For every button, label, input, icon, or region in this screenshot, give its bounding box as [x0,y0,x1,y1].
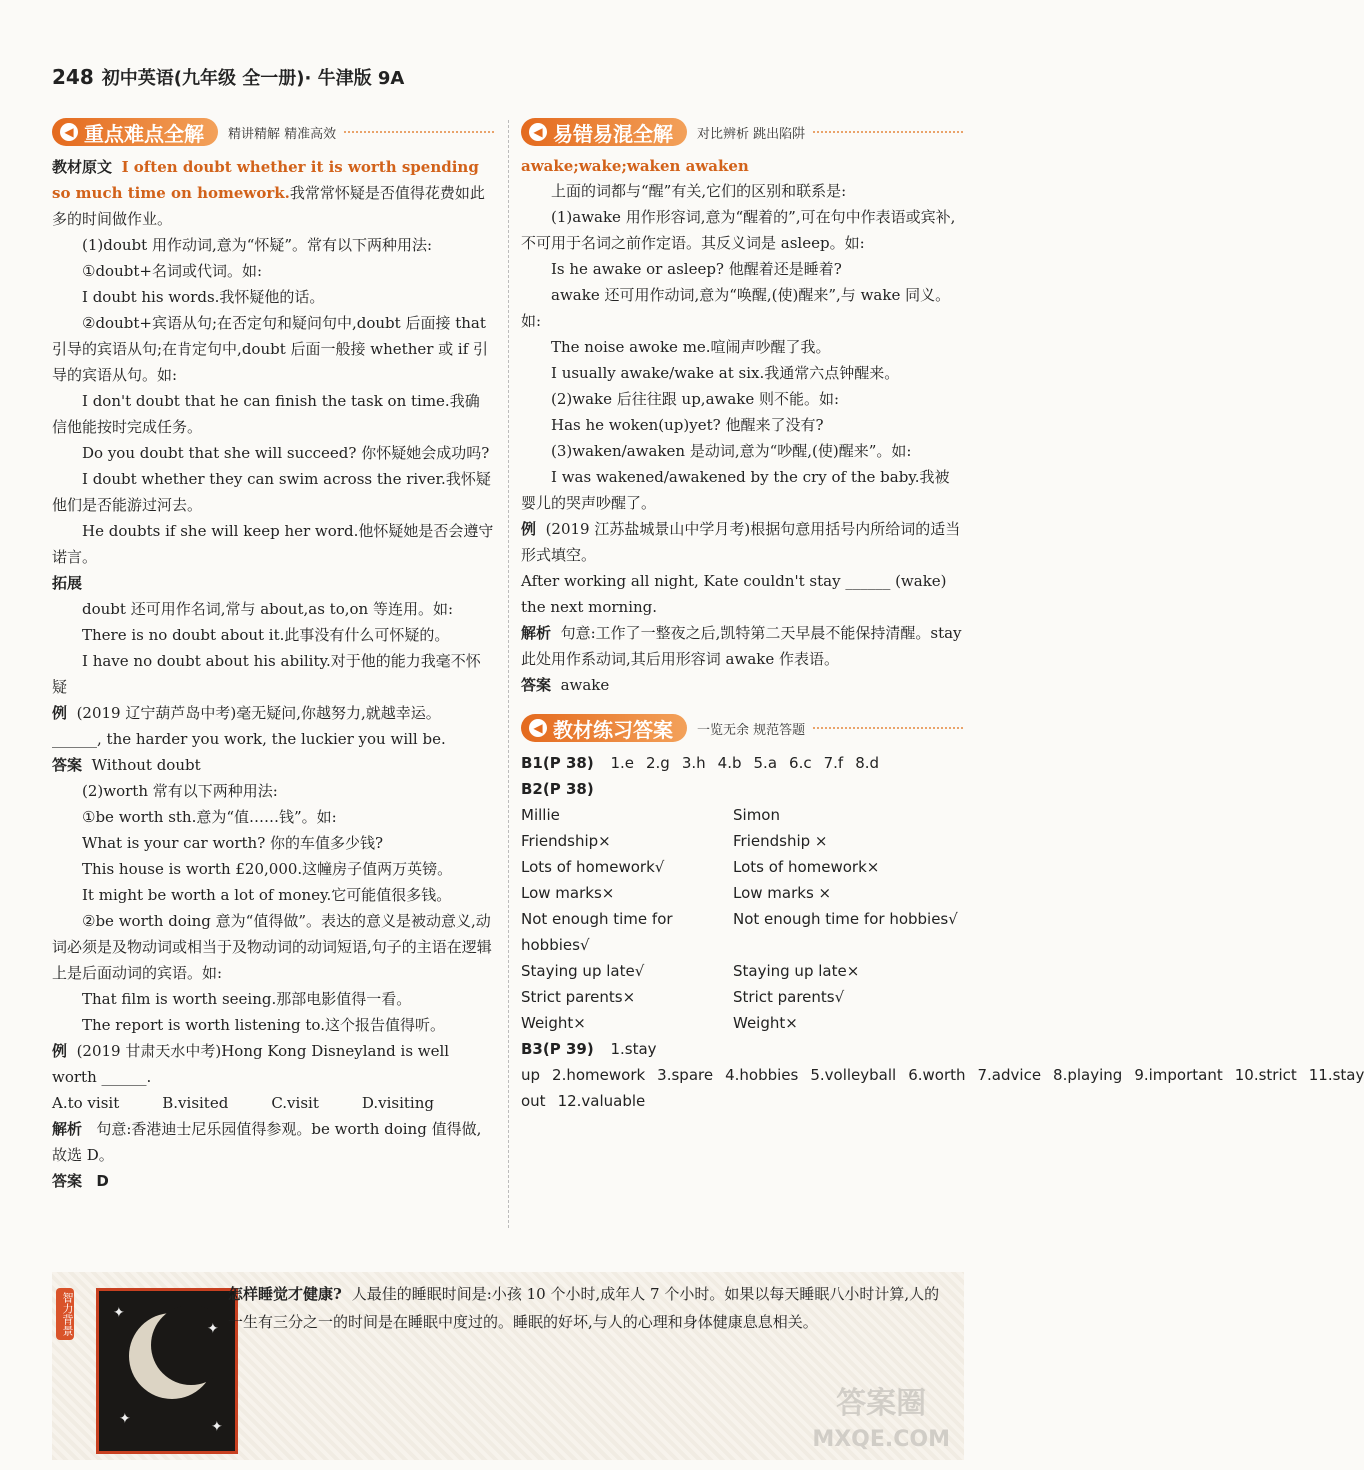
b2-heading [521,776,963,802]
b3-answer: 5.volleyball [810,1066,897,1084]
analysis-label: 解析 [52,1120,83,1138]
b2-cell: Staying up late√ [521,962,645,980]
line-text: awake 还可用作动词,意为“唤醒,(使)醒来”,与 wake 同义。如: [521,286,951,330]
text-line [52,830,494,856]
section-title: 重点难点全解 [84,121,204,146]
b2-cell: Strict parents√ [733,988,845,1006]
b3-answer: 1.stay up [521,1040,657,1084]
answer-text: D [96,1172,109,1190]
line-text: That film is worth seeing.那部电影值得一看。 [82,990,412,1008]
line-text: I usually awake/wake at six.我通常六点钟醒来。 [551,364,900,382]
line-text: It might be worth a lot of money.它可能值很多钱。 [82,886,452,904]
text-line [52,570,494,596]
b3-answer: 9.important [1134,1066,1223,1084]
b3-answer: 11.stay out [521,1066,1364,1110]
text-line [52,440,494,466]
line-text: (1)doubt 用作动词,意为“怀疑”。常有以下两种用法: [82,236,433,254]
text-line [52,986,494,1012]
b3-answer: 3.spare [657,1066,714,1084]
b2-cell: Weight× [733,1014,798,1032]
right-column [521,116,1364,1114]
star-icon: ✦ [113,1305,125,1321]
answer [52,1168,494,1194]
line-text: I don't doubt that he can finish the task on time.我确信他能按时完成任务。 [52,392,480,436]
b2-cell: Millie [521,806,560,824]
text-line [521,464,963,516]
b2-cell: Weight× [521,1014,586,1032]
speaker-icon: ◀ [529,719,547,737]
b3-answer: 6.worth [908,1066,966,1084]
line-text: Is he awake or asleep? 他醒着还是睡着? [551,260,842,278]
footer-tag: 智力背景 [56,1288,74,1340]
b2-cell: Friendship× [521,832,611,850]
b3-answer: 8.playing [1053,1066,1123,1084]
text-line [52,882,494,908]
footer-title: 怎样睡觉才健康? [228,1285,342,1303]
speaker-icon: ◀ [529,123,547,141]
b2-cell: Low marks× [521,884,615,902]
section-rule [813,727,963,729]
line-label: 例 [521,520,537,538]
line-text: (2)wake 后往往跟 up,awake 则不能。如: [551,390,840,408]
b1-answer: 6.c [789,754,812,772]
section-header-key-points [52,116,494,148]
speaker-icon: ◀ [60,123,78,141]
b1-label: B1(P 38) [521,754,594,772]
answer-label: 答案 [52,1172,83,1190]
text-line [52,804,494,830]
text-line [52,700,494,726]
line-text: Do you doubt that she will succeed? 你怀疑她会成功吗? [82,444,490,462]
text-line [521,178,963,204]
section-subtitle: 对比辨析 跳出陷阱 [697,126,806,142]
b1-answer: 3.h [681,754,706,772]
line-text: (2019 江苏盐城景山中学月考)根据句意用括号内所给词的适当形式填空。 [521,520,961,564]
section-title: 易错易混全解 [553,121,673,146]
text-line [52,778,494,804]
text-line [521,256,963,282]
b2-cell: Staying up late× [733,962,860,980]
text-line [52,856,494,882]
line-label: 拓展 [52,574,83,592]
line-text: (2019 辽宁葫芦岛中考)毫无疑问,你越努力,就越幸运。 [76,704,441,722]
b3-answer: 7.advice [977,1066,1042,1084]
text-line [521,438,963,464]
b1-answer: 4.b [717,754,742,772]
line-text: (2)worth 常有以下两种用法: [82,782,278,800]
line-text: ②be worth doing 意为“值得做”。表达的意义是被动意义,动词必须是及物动词或相当于及物动词的动词短语,句子的主语在逻辑上是后面动词的宾语。如: [52,912,492,982]
choice-options [52,1090,494,1116]
column-divider [508,120,509,1228]
line-text: I doubt his words.我怀疑他的话。 [82,288,325,306]
line-text: awake [560,676,610,694]
text-line [52,648,494,700]
section-rule [813,131,963,133]
page-number: 248 [52,65,94,89]
b1-answer: 5.a [753,754,778,772]
page-header [52,64,404,98]
text-line [521,620,963,672]
left-body [52,154,494,1090]
section-subtitle: 一览无余 规范答题 [697,722,806,738]
line-text: After working all night, Kate couldn't stay ______ (wake) the next morning. [521,572,947,616]
text-line [521,334,963,360]
star-icon: ✦ [211,1419,223,1435]
watermark: 答案圈 MXQE.COM [812,1386,950,1452]
star-icon: ✦ [207,1321,219,1337]
b1-answer: 8.d [855,754,880,772]
text-line [521,672,963,698]
option-a: A.to visit [52,1094,120,1112]
section-banner [52,118,218,146]
text-line [52,232,494,258]
text-line [52,518,494,570]
text-line [52,752,494,778]
section-subtitle: 精讲精解 精准高效 [228,126,337,142]
footer-text-block [228,1280,953,1336]
b2-cell: Not enough time for hobbies√ [733,910,958,928]
line-text: The noise awoke me.喧闹声吵醒了我。 [551,338,831,356]
b2-cell: Lots of homework× [733,858,880,876]
line-text: Without doubt [91,756,201,774]
analysis-text: 句意:香港迪士尼乐园值得参观。be worth doing 值得做,故选 D。 [52,1120,482,1164]
line-label: 答案 [521,676,552,694]
b1-answer: 7.f [823,754,844,772]
line-text: What is your car worth? 你的车值多少钱? [82,834,384,852]
line-label: 例 [52,1042,68,1060]
b3-answer: 4.hobbies [725,1066,799,1084]
line-text: doubt 还可用作名词,常与 about,as to,on 等连用。如: [82,600,454,618]
line-text: (1)awake 用作形容词,意为“醒着的”,可在句中作表语或宾补,不可用于名词之前作定语。其反义词是 asleep。如: [521,208,956,252]
line-label: 答案 [52,756,83,774]
keyword-line: awake;wake;waken awaken [521,157,749,175]
text-line [52,388,494,440]
text-line [52,596,494,622]
line-text: This house is worth £20,000.这幢房子值两万英镑。 [82,860,453,878]
section-header-answers [521,712,963,744]
text-line [521,568,963,620]
b2-cell: Strict parents× [521,988,636,1006]
text-line [52,258,494,284]
option-b: B.visited [162,1094,229,1112]
star-icon: ✦ [119,1411,131,1427]
b1-answer: 2.g [646,754,670,772]
analysis [52,1116,494,1168]
b1-answer: 1.e [610,754,634,772]
b2-cell: Not enough time for hobbies√ [521,910,673,954]
b2-cell: Friendship × [733,832,828,850]
option-c: C.visit [271,1094,319,1112]
right-body [521,178,963,698]
line-text: I was wakened/awakened by the cry of the baby.我被婴儿的哭声吵醒了。 [521,468,950,512]
footer-body: 人最佳的睡眠时间是:小孩 10 个小时,成年人 7 个小时。如果以每天睡眠八小时计算,人的一生有三分之一的时间是在睡眠中度过的。睡眠的好坏,与人的心理和身体健康息息相关。 [228,1285,940,1331]
left-column [52,116,494,1194]
line-text: The report is worth listening to.这个报告值得听。 [82,1016,445,1034]
source-sentence: I often doubt whether it is worth spending so much time on homework. [52,158,479,202]
text-line [521,412,963,438]
line-text: ①be worth sth.意为“值……钱”。如: [82,808,337,826]
text-line [52,466,494,518]
line-text: I doubt whether they can swim across the river.我怀疑他们是否能游过河去。 [52,470,491,514]
b3-answer: 2.homework [552,1066,646,1084]
line-text: 上面的词都与“醒”有关,它们的区别和联系是: [551,182,847,200]
line-label: 教材原文 [52,158,113,176]
b3-answer: 10.strict [1234,1066,1297,1084]
line-text: Has he woken(up)yet? 他醒来了没有? [551,416,824,434]
text-line [52,726,494,752]
line-label: 解析 [521,624,552,642]
b2-cell: Lots of homework√ [521,858,665,876]
text-line [52,622,494,648]
text-line [52,1012,494,1038]
sleeping-moon-illustration [96,1288,238,1454]
option-d: D.visiting [361,1094,434,1112]
section-title: 教材练习答案 [553,717,673,742]
line-text: 句意:工作了一整夜之后,凯特第二天早晨不能保持清醒。stay 此处用作系动词,其后用形容词 awake 作表语。 [521,624,962,668]
b1-answers [521,750,963,776]
section-banner [521,118,687,146]
section-header-confusables [521,116,963,148]
b3-label: B3(P 39) [521,1040,594,1058]
b2-cell: Low marks × [733,884,832,902]
line-text: 我常常怀疑是否值得花费如此多的时间做作业。 [52,184,485,228]
line-text: (3)waken/awaken 是动词,意为“吵醒,(使)醒来”。如: [551,442,912,460]
line-label: 例 [52,704,68,722]
text-line [521,386,963,412]
text-line [52,1038,494,1090]
text-line [521,360,963,386]
b2-table [521,802,963,1036]
section-rule [344,131,494,133]
section-banner [521,714,687,742]
line-text: There is no doubt about it.此事没有什么可怀疑的。 [82,626,450,644]
background-knowledge-box [52,1272,964,1460]
text-line [52,310,494,388]
line-text: ②doubt+宾语从句;在否定句和疑问句中,doubt 后面接 that 引导的宾语从句;在肯定句中,doubt 后面一般接 whether 或 if 引导的宾语从句。如: [52,314,489,384]
text-line [521,204,963,256]
b3-answer: 12.valuable [557,1092,646,1110]
text-line [52,908,494,986]
b2-label: B2(P 38) [521,780,594,798]
line-text: ①doubt+名词或代词。如: [82,262,262,280]
book-title: 初中英语(九年级 全一册)· 牛津版 9A [101,68,405,89]
line-text: He doubts if she will keep her word.他怀疑她是否会遵守诺言。 [52,522,494,566]
text-line [521,516,963,568]
text-line [52,154,494,232]
text-line [52,284,494,310]
line-text: (2019 甘肃天水中考)Hong Kong Disneyland is well worth ______. [52,1042,450,1086]
b3-answers [521,1036,1364,1114]
b2-cell: Simon [733,806,780,824]
line-text: ______, the harder you work, the luckier you will be. [52,730,446,748]
line-text: I have no doubt about his ability.对于他的能力我毫不怀疑 [52,652,481,696]
text-line [521,282,963,334]
